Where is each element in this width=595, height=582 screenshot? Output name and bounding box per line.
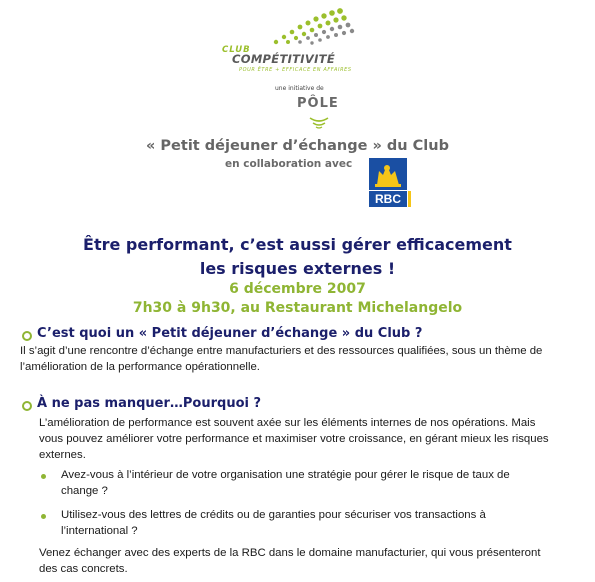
section1-body-line-1: Il s’agit d’une rencontre d’échange entre manufacturiers et des ressources qualifiées, sous un thème de [20,345,543,357]
bullet-dot-icon [41,474,46,479]
collaboration-label: en collaboration avec [225,158,353,170]
section2-intro-line-3: externes. [39,449,86,461]
initiative-label: une initiative de [275,85,324,92]
bullet-1-line-1: Avez-vous à l’intérieur de votre organisation une stratégie pour gérer le risque de taux de [61,469,510,481]
section2-intro-line-1: L’amélioration de performance est souvent axée sur les éléments internes de nos opérations. Mais [39,417,536,429]
pole-logo-text: PÔLE [297,96,339,111]
rbc-logo-text: RBC [375,192,401,206]
section2-intro-line-2: vous pouvez améliorer votre performance et maximiser votre croissance, en gérant mieux les risques [39,433,549,445]
event-time-place: 7h30 à 9h30, au Restaurant Michelangelo [132,300,463,316]
section2-title: À ne pas manquer…Pourquoi ? [37,396,262,411]
section1-body-line-2: l’amélioration de la performance opérationnelle. [20,361,260,373]
headline-line-2: les risques externes ! [199,259,396,278]
club-tagline: POUR ÊTRE + EFFICACE EN AFFAIRES [239,67,352,73]
bullet-1-line-2: change ? [61,485,108,497]
bullet-2-line-1: Utilisez-vous des lettres de crédits ou de garanties pour sécuriser vos transactions à [61,509,486,521]
bullet-dot-icon [41,514,46,519]
section-circle-icon [22,331,32,341]
event-date: 6 décembre 2007 [229,281,366,297]
section-circle-icon [22,401,32,411]
section1-title: C’est quoi un « Petit déjeuner d’échange » du Club ? [37,326,423,341]
headline-line-1: Être performant, c’est aussi gérer efficacement [83,235,512,254]
bullet-2-line-2: l’international ? [61,525,138,537]
event-title: « Petit déjeuner d’échange » du Club [146,138,449,154]
closing-line-1: Venez échanger avec des experts de la RBC dans le domaine manufacturier, qui vous présenteront [39,547,541,559]
pole-waves-icon [307,116,331,130]
club-logo-text: CLUB [222,45,251,55]
closing-line-2: des cas concrets. [39,563,128,575]
club-logo-dots-icon [262,6,362,48]
rbc-logo-icon [367,157,411,209]
competitivite-logo-text: COMPÉTITIVITÉ [232,52,335,66]
